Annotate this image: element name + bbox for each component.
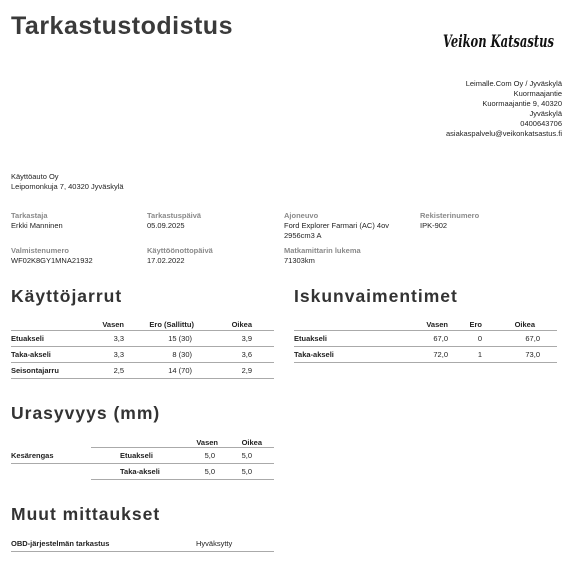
field-label: Rekisterinumero [420, 211, 480, 220]
company-line: 0400643706 [520, 119, 562, 128]
cell-diff: 14 (70) [124, 363, 194, 379]
cell-diff: 8 (30) [124, 347, 194, 363]
column-header: Vasen [176, 436, 221, 448]
row-group-name: Kesärengas [11, 448, 91, 464]
company-logo [442, 22, 556, 56]
company-line: Kuormaajantie [513, 89, 562, 98]
field-value: 71303km [284, 256, 315, 265]
field-value: 2956cm3 A [284, 230, 322, 240]
tread-table [11, 436, 274, 480]
column-header [91, 436, 176, 448]
cell-right: 67,0 [482, 331, 557, 347]
field-label: Tarkastaja [11, 211, 48, 220]
column-header: Ero (Sallittu) [124, 318, 194, 331]
company-info [446, 79, 562, 139]
other-heading: Muut mittaukset [11, 504, 161, 524]
table-row [11, 363, 274, 379]
table-row [11, 448, 274, 464]
column-header: Vasen [86, 318, 124, 331]
row-name: Seisontajarru [11, 363, 86, 379]
field-value: Erkki Manninen [11, 221, 63, 230]
other-table [11, 536, 274, 552]
field-value: 17.02.2022 [147, 256, 185, 265]
cell-right: 5,0 [221, 448, 274, 464]
customer-name: Käyttöauto Oy [11, 172, 59, 181]
column-header [11, 318, 86, 331]
row-name: Taka-akseli [294, 347, 369, 363]
cell-diff: 0 [452, 331, 482, 347]
shocks-heading: Iskunvaimentimet [294, 286, 458, 306]
field-value: 05.09.2025 [147, 221, 185, 230]
cell-diff: 1 [452, 347, 482, 363]
row-name: OBD-järjestelmän tarkastus [11, 536, 196, 552]
field-value: Ford Explorer Farmari (AC) 4ov [284, 221, 390, 230]
field-date [147, 211, 201, 231]
row-group-name [11, 464, 91, 480]
cell-right: 3,6 [194, 347, 274, 363]
field-label: Ajoneuvo [284, 211, 319, 220]
cell-left: 72,0 [369, 347, 452, 363]
cell-diff: 15 (30) [124, 331, 194, 347]
shocks-table [294, 318, 557, 363]
row-name: Etuakseli [294, 331, 369, 347]
customer-address: Leipomonkuja 7, 40320 Jyväskylä [11, 181, 124, 191]
page-title: Tarkastustodistus [11, 12, 233, 40]
column-header: Ero [452, 318, 482, 331]
row-axle: Taka-akseli [91, 464, 176, 480]
column-header: Vasen [369, 318, 452, 331]
cell-right: 3,9 [194, 331, 274, 347]
table-row [11, 536, 274, 552]
field-value: WF02K8GY1MNA21932 [11, 256, 93, 265]
column-header: Oikea [482, 318, 557, 331]
customer-info [11, 172, 124, 191]
row-name: Etuakseli [11, 331, 86, 347]
cell-left: 67,0 [369, 331, 452, 347]
cell-left: 5,0 [176, 448, 221, 464]
field-label: Käyttöönottopäivä [147, 246, 213, 255]
company-line: Kuormaajantie 9, 40320 [482, 99, 562, 108]
column-header [11, 436, 91, 448]
row-name: Taka-akseli [11, 347, 86, 363]
cell-right: 73,0 [482, 347, 557, 363]
field-vin [11, 246, 93, 266]
cell-left: 3,3 [86, 347, 124, 363]
cell-left: 2,5 [86, 363, 124, 379]
field-odometer [284, 246, 361, 266]
cell-left: 5,0 [176, 464, 221, 480]
cell-right: 2,9 [194, 363, 274, 379]
cell-value: Hyväksytty [196, 536, 274, 552]
column-header: Oikea [194, 318, 274, 331]
brakes-table [11, 318, 274, 379]
table-row [11, 331, 274, 347]
field-registration [420, 211, 479, 231]
table-header-row [11, 436, 274, 448]
cell-right: 5,0 [221, 464, 274, 480]
table-row [294, 331, 557, 347]
brakes-heading: Käyttöjarrut [11, 286, 123, 306]
column-header [294, 318, 369, 331]
company-email: asiakaspalvelu@veikonkatsastus.fi [445, 129, 562, 138]
field-label: Matkamittarin lukema [284, 246, 361, 255]
table-row [11, 464, 274, 480]
column-header: Oikea [221, 436, 274, 448]
field-inspector [11, 211, 63, 231]
field-value: IPK-902 [420, 221, 448, 230]
tread-heading: Urasyvyys (mm) [11, 403, 161, 423]
row-axle: Etuakseli [91, 448, 176, 464]
logo-text: Veikon Katsastus [443, 32, 555, 52]
table-row [11, 347, 274, 363]
table-header-row [294, 318, 557, 331]
table-row [294, 347, 557, 363]
field-label: Tarkastuspäivä [147, 211, 202, 220]
company-line: Jyväskylä [529, 109, 562, 118]
field-first-use [147, 246, 213, 266]
cell-left: 3,3 [86, 331, 124, 347]
company-line: Leimalle.Com Oy / Jyväskylä [465, 79, 562, 88]
table-header-row [11, 318, 274, 331]
field-vehicle [284, 211, 389, 240]
field-label: Valmistenumero [11, 246, 69, 255]
